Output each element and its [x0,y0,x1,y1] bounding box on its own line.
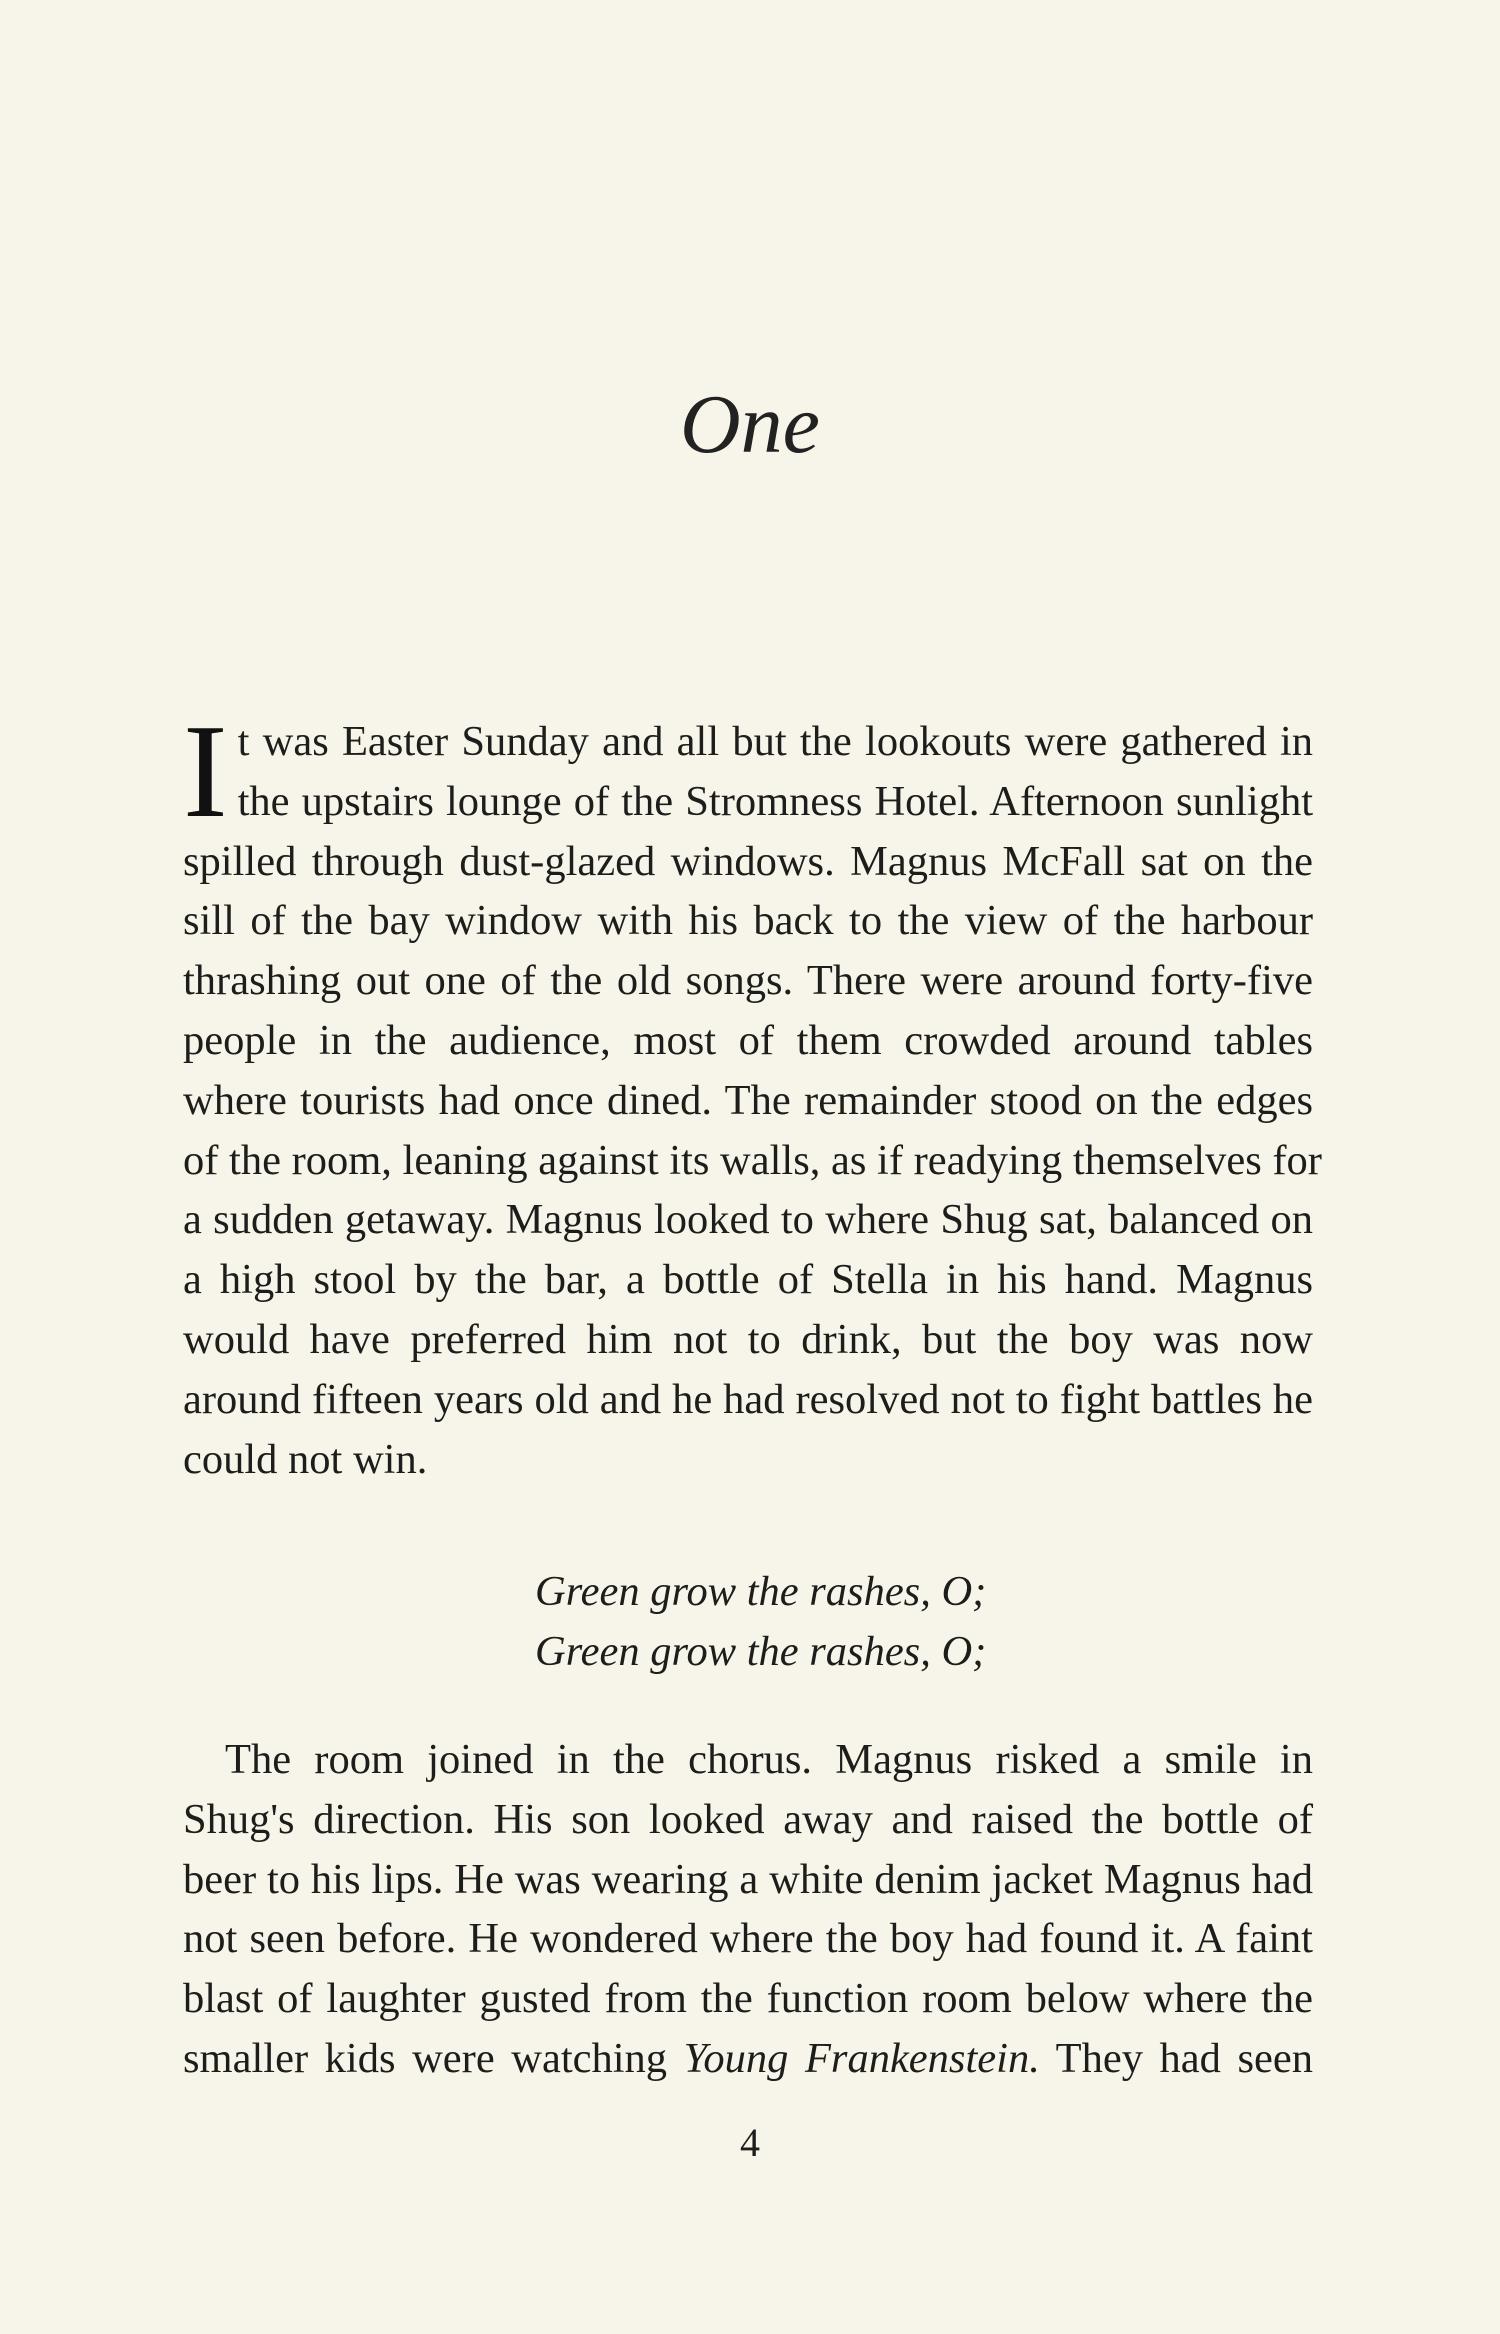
line-prefix: smaller kids were watching [183,2034,684,2082]
paragraph-line: of the room, leaning against its walls, as if readying themselves for [183,1136,1322,1184]
page-number: 4 [740,2120,760,2165]
chapter-title: One [680,378,820,471]
paragraph-line: sill of the bay window with his back to the view of the harbour [183,897,1313,945]
paragraph-line: spilled through dust-glazed windows. Magnus McFall sat on the [183,837,1313,885]
line-suffix: They had seen [1039,2034,1314,2082]
paragraph-line: around fifteen years old and he had resolved not to fight battles he [183,1375,1313,1423]
paragraph-line-with-title [183,2029,1313,2089]
paragraph-line: The room joined in the chorus. Magnus risked a smile in [225,1736,1313,1783]
paragraph-line: could not win. [183,1435,428,1483]
paragraph-line: blast of laughter gusted from the function room below where the [183,1975,1313,2023]
paragraph-line: Shug's direction. His son looked away and raised the bottle of [183,1795,1313,1843]
paragraph-line: the upstairs lounge of the Stromness Hotel. Afternoon sunlight [237,777,1313,825]
verse-line: Green grow the rashes, O; [535,1628,987,1675]
paragraph-2 [183,1730,1313,2089]
paragraph-line: people in the audience, most of them crowded around tables [183,1016,1313,1064]
paragraph-line: thrashing out one of the old songs. There were around forty-five [183,957,1313,1005]
paragraph-1 [183,697,1322,1489]
paragraph-line: a sudden getaway. Magnus looked to where Shug sat, balanced on [183,1196,1313,1244]
drop-cap: I [183,697,228,845]
paragraph-line: t was Easter Sunday and all but the lookouts were gathered in [237,718,1313,765]
paragraph-line: not seen before. He wondered where the boy had found it. A faint [183,1915,1313,1963]
film-title: Young Frankenstein. [683,2034,1040,2082]
verse-line: Green grow the rashes, O; [535,1568,987,1615]
paragraph-line: where tourists had once dined. The remainder stood on the edges [183,1076,1313,1124]
paragraph-line: a high stool by the bar, a bottle of Stella in his hand. Magnus [183,1256,1313,1304]
paragraph-line: would have preferred him not to drink, but the boy was now [183,1315,1313,1363]
paragraph-line: beer to his lips. He was wearing a white denim jacket Magnus had [183,1855,1313,1903]
song-verse [0,1562,1500,1682]
